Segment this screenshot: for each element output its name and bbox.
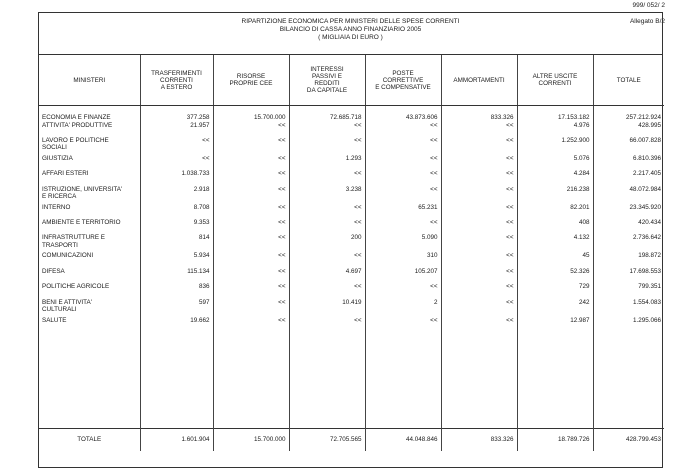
value-cell: 1.038.733 (140, 170, 213, 185)
column-header (289, 55, 365, 106)
value-cell: << (441, 252, 517, 267)
value-cell: 6.810.396 (593, 155, 664, 170)
table-row (39, 186, 664, 204)
table-row (39, 268, 664, 283)
value-cell: 198.872 (593, 252, 664, 267)
value-cell: 814 (140, 234, 213, 252)
ministry-name-line: SOCIALI (42, 144, 67, 152)
value-cell: 310 (365, 252, 441, 267)
value-cell: 10.419 (289, 299, 365, 317)
ministry-name (39, 283, 140, 298)
blank-cell (140, 332, 213, 428)
value-cell: << (441, 186, 517, 204)
value-cell: 66.007.828 (593, 137, 664, 155)
value-cell: << (213, 170, 289, 185)
value-cell: << (213, 186, 289, 204)
value-cell: 2 (365, 299, 441, 317)
column-header (593, 55, 664, 106)
value-cell: << (365, 137, 441, 155)
blank-row (39, 332, 664, 428)
ministry-name-line: ECONOMIA E FINANZE (42, 114, 111, 121)
total-row (39, 428, 664, 451)
column-header-line: A ESTERO (160, 83, 193, 91)
value-cell: 19.662 (140, 317, 213, 332)
value-cell: << (365, 317, 441, 332)
column-header (213, 55, 289, 106)
value-cell: 597 (140, 299, 213, 317)
total-value-cell: 1.601.904 (140, 428, 213, 451)
ministry-name-line: LAVORO E POLITICHE (42, 136, 109, 144)
title-line-2: BILANCIO DI CASSA ANNO FINANZIARIO 2005 (279, 26, 422, 33)
value-cell: 48.072.984 (593, 186, 664, 204)
ministry-name-line: DIFESA (42, 267, 65, 275)
value-cell: 12.987 (517, 317, 593, 332)
table-body (39, 106, 664, 451)
value-cell: << (213, 252, 289, 267)
value-cell: 17.698.553 (593, 268, 664, 283)
ministry-name (39, 234, 140, 252)
value-cell: 1.252.900 (517, 137, 593, 155)
value-cell: 2.217.405 (593, 170, 664, 185)
value-cell: << (441, 317, 517, 332)
value-cell: 799.351 (593, 283, 664, 298)
value-cell: 257.212.924 (593, 106, 664, 122)
value-cell: 1.293 (289, 155, 365, 170)
blank-cell (593, 332, 664, 428)
column-header-line: E COMPENSATIVE (375, 83, 431, 91)
column-header-line: MINISTERI (73, 76, 106, 84)
value-cell: 420.434 (593, 219, 664, 234)
value-cell: 21.957 (140, 122, 213, 137)
value-cell: << (140, 137, 213, 155)
ministry-name-line: POLITICHE AGRICOLE (42, 283, 110, 291)
value-cell: 1.554.083 (593, 299, 664, 317)
ministry-name (39, 268, 140, 283)
table-row (39, 299, 664, 317)
ministry-name-line: SALUTE (42, 316, 67, 324)
value-cell: << (289, 170, 365, 185)
column-header (441, 55, 517, 106)
column-header-line: TOTALE (616, 76, 641, 84)
ministry-name (39, 186, 140, 204)
table-row (39, 122, 664, 137)
ministry-name-line: INFRASTRUTTURE E (42, 234, 105, 242)
column-header-line: CORRENTI (160, 76, 193, 84)
value-cell: << (441, 204, 517, 219)
value-cell: << (289, 283, 365, 298)
value-cell: << (213, 122, 289, 137)
value-cell: << (441, 268, 517, 283)
table-row (39, 252, 664, 267)
ministry-name (39, 106, 140, 122)
value-cell: << (140, 155, 213, 170)
value-cell: << (441, 122, 517, 137)
table-row (39, 219, 664, 234)
value-cell: 82.201 (517, 204, 593, 219)
value-cell: << (289, 317, 365, 332)
value-cell: 5.076 (517, 155, 593, 170)
table-row (39, 155, 664, 170)
column-header (140, 55, 213, 106)
value-cell: 4.284 (517, 170, 593, 185)
value-cell: 836 (140, 283, 213, 298)
value-cell: 17.153.182 (517, 106, 593, 122)
value-cell: 2.918 (140, 186, 213, 204)
ministry-name-line: CULTURALI (42, 306, 77, 314)
value-cell: << (213, 283, 289, 298)
value-cell: 377.258 (140, 106, 213, 122)
blank-cell (213, 332, 289, 428)
column-header (39, 55, 140, 106)
value-cell: << (441, 283, 517, 298)
value-cell: << (441, 234, 517, 252)
value-cell: 428.995 (593, 122, 664, 137)
value-cell: << (441, 170, 517, 185)
ministry-name-line: AMBIENTE E TERRITORIO (42, 219, 121, 227)
column-header-line: TRASFERIMENTI (151, 69, 202, 77)
value-cell: 216.238 (517, 186, 593, 204)
column-header-line: RISORSE (236, 73, 266, 80)
table-row (39, 170, 664, 185)
value-cell: 4.697 (289, 268, 365, 283)
value-cell: 408 (517, 219, 593, 234)
value-cell: << (365, 170, 441, 185)
blank-cell (289, 332, 365, 428)
value-cell: 8.708 (140, 204, 213, 219)
value-cell: << (213, 137, 289, 155)
value-cell: 4.132 (517, 234, 593, 252)
header-row (39, 55, 664, 106)
total-value-cell: 833.326 (441, 428, 517, 451)
value-cell: 5.934 (140, 252, 213, 267)
ministry-name (39, 155, 140, 170)
ministry-name (39, 204, 140, 219)
allegato-label: Allegato B/2 (629, 18, 665, 25)
value-cell: 52.326 (517, 268, 593, 283)
value-cell: 3.238 (289, 186, 365, 204)
total-value-cell: 44.048.846 (365, 428, 441, 451)
value-cell: << (441, 155, 517, 170)
report-frame (38, 12, 663, 468)
spending-table (39, 55, 664, 451)
value-cell: 4.976 (517, 122, 593, 137)
column-header-line: CORRETTIVE (382, 76, 424, 84)
ministry-name (39, 170, 140, 185)
column-header-line: AMMORTAMENTI (453, 76, 505, 84)
ministry-name-line: BENI E ATTIVITA' (42, 298, 92, 306)
total-label: TOTALE (39, 428, 140, 451)
value-cell: 105.207 (365, 268, 441, 283)
value-cell: 729 (517, 283, 593, 298)
blank-cell (39, 332, 140, 428)
ministry-name-line: AFFARI ESTERI (42, 170, 89, 178)
value-cell: << (289, 219, 365, 234)
total-value-cell: 18.789.726 (517, 428, 593, 451)
value-cell: << (441, 137, 517, 155)
blank-cell (517, 332, 593, 428)
value-cell: 15.700.000 (213, 106, 289, 122)
ministry-name (39, 137, 140, 155)
ministry-name (39, 299, 140, 317)
total-value-cell: 15.700.000 (213, 428, 289, 451)
ministry-name-line: INTERNO (42, 203, 71, 211)
column-header-line: CORRENTI (538, 80, 572, 87)
value-cell: 72.685.718 (289, 106, 365, 122)
ministry-name (39, 122, 140, 137)
value-cell: << (213, 155, 289, 170)
document-code: 999/ 052/ 2 (632, 2, 665, 9)
value-cell: 43.873.606 (365, 106, 441, 122)
value-cell: << (289, 252, 365, 267)
title-line-1: RIPARTIZIONE ECONOMICA PER MINISTERI DELLE SPESE CORRENTI (241, 18, 460, 25)
ministry-name-line: ATTIVITA' PRODUTTIVE (42, 121, 113, 129)
blank-cell (365, 332, 441, 428)
ministry-name-line: ISTRUZIONE, UNIVERSITA' (42, 185, 123, 193)
table-row (39, 283, 664, 298)
title-line-3: ( MIGLIAIA DI EURO ) (318, 34, 383, 41)
value-cell: << (213, 317, 289, 332)
value-cell: 115.134 (140, 268, 213, 283)
column-header-line: POSTE (392, 69, 414, 77)
report-title (39, 13, 662, 55)
ministry-name (39, 252, 140, 267)
value-cell: << (365, 186, 441, 204)
column-header-line: PASSIVI E (312, 73, 342, 80)
value-cell: << (213, 219, 289, 234)
value-cell: << (365, 283, 441, 298)
value-cell: 5.090 (365, 234, 441, 252)
value-cell: << (365, 122, 441, 137)
value-cell: << (441, 219, 517, 234)
column-header-line: PROPRIE CEE (229, 80, 273, 87)
total-value-cell: 428.799.453 (593, 428, 664, 451)
column-header-line: ALTRE USCITE (532, 73, 578, 80)
value-cell: << (365, 219, 441, 234)
column-header-line: INTERESSI (310, 66, 344, 73)
ministry-name-line: E RICERCA (42, 193, 77, 201)
value-cell: 65.231 (365, 204, 441, 219)
column-header-line: DA CAPITALE (306, 87, 348, 94)
value-cell: 242 (517, 299, 593, 317)
value-cell: 2.736.642 (593, 234, 664, 252)
value-cell: 45 (517, 252, 593, 267)
value-cell: << (213, 299, 289, 317)
value-cell: 1.295.066 (593, 317, 664, 332)
value-cell: << (213, 268, 289, 283)
table-row (39, 137, 664, 155)
value-cell: << (289, 137, 365, 155)
total-value-cell: 72.705.565 (289, 428, 365, 451)
value-cell: 200 (289, 234, 365, 252)
table-row (39, 317, 664, 332)
ministry-name (39, 219, 140, 234)
table-row (39, 106, 664, 122)
ministry-name-line: TRASPORTI (42, 241, 78, 249)
column-header-line: REDDITI (314, 80, 340, 87)
blank-cell (441, 332, 517, 428)
ministry-name-line: GIUSTIZIA (42, 154, 73, 162)
value-cell: << (289, 204, 365, 219)
value-cell: << (441, 299, 517, 317)
table-row (39, 234, 664, 252)
ministry-name (39, 317, 140, 332)
value-cell: << (213, 234, 289, 252)
value-cell: << (365, 155, 441, 170)
column-header (365, 55, 441, 106)
ministry-name-line: COMUNICAZIONI (42, 252, 94, 260)
value-cell: 833.326 (441, 106, 517, 122)
value-cell: << (289, 122, 365, 137)
value-cell: 9.353 (140, 219, 213, 234)
column-header (517, 55, 593, 106)
table-row (39, 204, 664, 219)
value-cell: 23.345.920 (593, 204, 664, 219)
value-cell: << (213, 204, 289, 219)
